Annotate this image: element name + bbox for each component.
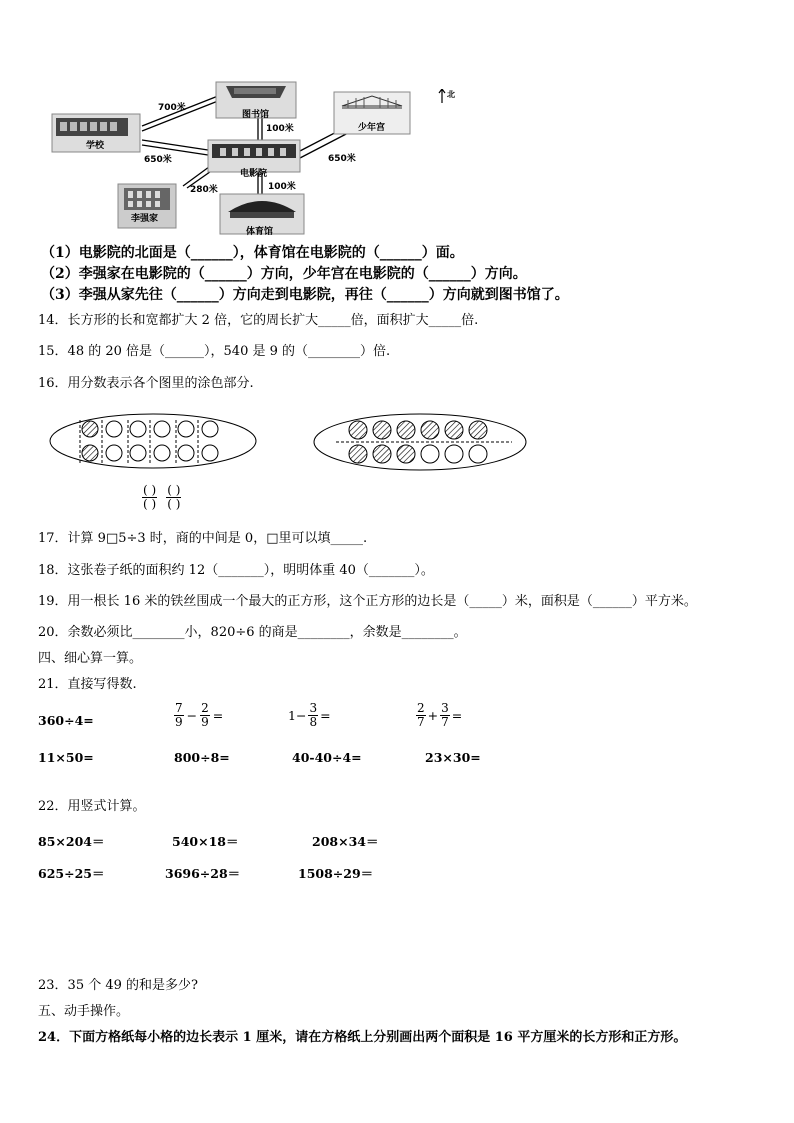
question-15: 15．48 的 20 倍是（______），540 是 9 的（________）倍. bbox=[38, 344, 391, 359]
q21-item-f: 800÷8= bbox=[174, 750, 230, 765]
question-24: 24．下面方格纸每小格的边长表示 1 厘米，请在方格纸上分别画出两个面积是 16 平方厘米的长方形和正方形。 bbox=[38, 1030, 687, 1045]
q21-item-d: $\frac{2}{7}$ + $\frac{3}{7}$ = bbox=[417, 701, 463, 729]
q13-item-3: （3）李强从家先往（______）方向走到电影院，再往（______）方向就到图书馆了。 bbox=[41, 287, 569, 303]
q22-item-1: 85×204＝ bbox=[38, 834, 105, 849]
fraction-blank-1[interactable]: $\frac{( )}{( )}$ bbox=[143, 483, 157, 511]
distance-home-cinema: 280米 bbox=[190, 185, 218, 195]
q21-item-e: 11×50= bbox=[38, 750, 94, 765]
label-cinema: 电影院 bbox=[240, 169, 268, 179]
label-gym: 体育馆 bbox=[246, 227, 274, 237]
distance-school-cinema: 650米 bbox=[144, 155, 172, 165]
question-21: 21．直接写得数. bbox=[38, 677, 137, 692]
section-5-heading: 五、动手操作。 bbox=[38, 1004, 130, 1019]
q13-item-1: （1）电影院的北面是（______），体育馆在电影院的（______）面。 bbox=[41, 245, 464, 261]
q21-item-g: 40-40÷4= bbox=[292, 750, 362, 765]
question-22: 22．用竖式计算。 bbox=[38, 799, 146, 814]
q13-item-2: （2）李强家在电影院的（______）方向，少年宫在电影院的（______）方向。 bbox=[41, 266, 527, 282]
distance-cinema-gym: 100米 bbox=[268, 182, 296, 192]
q21-item-a: 360÷4= bbox=[38, 713, 94, 728]
q21-item-h: 23×30= bbox=[425, 750, 481, 765]
label-library: 图书馆 bbox=[242, 110, 270, 120]
location-map bbox=[48, 78, 468, 238]
question-17: 17．计算 9□5÷3 时，商的中间是 0，□里可以填_____. bbox=[38, 531, 368, 546]
q21-item-c: 1− $\frac{3}{8}$ = bbox=[288, 701, 331, 729]
q22-item-3: 208×34＝ bbox=[312, 834, 379, 849]
q16-answer-blanks bbox=[142, 484, 181, 511]
distance-cinema-youth: 650米 bbox=[328, 154, 356, 164]
q22-item-4: 625÷25＝ bbox=[38, 866, 105, 881]
north-label: 北 bbox=[447, 90, 455, 99]
question-20: 20．余数必须比________小，820÷6 的商是________，余数是________。 bbox=[38, 625, 467, 640]
distance-library-cinema: 100米 bbox=[266, 124, 294, 134]
q16-figure-right bbox=[312, 412, 540, 472]
question-14: 14．长方形的长和宽都扩大 2 倍，它的周长扩大_____倍，面积扩大_____倍. bbox=[38, 313, 479, 328]
question-19: 19．用一根长 16 米的铁丝围成一个最大的正方形，这个正方形的边长是（_____）米，面积是（______）平方米。 bbox=[38, 594, 697, 609]
q22-item-2: 540×18＝ bbox=[172, 834, 239, 849]
label-li-qiang-home: 李强家 bbox=[131, 214, 159, 224]
section-4-heading: 四、细心算一算。 bbox=[38, 651, 143, 666]
q22-item-6: 1508÷29＝ bbox=[298, 866, 374, 881]
label-school: 学校 bbox=[86, 141, 105, 151]
q16-figure-left bbox=[48, 412, 258, 470]
north-arrow-icon bbox=[438, 88, 446, 107]
q22-item-5: 3696÷28＝ bbox=[165, 866, 241, 881]
q21-item-b: $\frac{7}{9}$ − $\frac{2}{9}$ = bbox=[175, 701, 224, 729]
question-23: 23．35 个 49 的和是多少? bbox=[38, 978, 198, 993]
label-youth-palace: 少年宫 bbox=[358, 123, 386, 133]
fraction-blank-2[interactable]: $\frac{( )}{( )}$ bbox=[167, 483, 181, 511]
question-18: 18．这张卷子纸的面积约 12（_______），明明体重 40（_______）。 bbox=[38, 563, 434, 578]
distance-school-library: 700米 bbox=[158, 103, 186, 113]
question-16: 16．用分数表示各个图里的涂色部分. bbox=[38, 376, 254, 391]
